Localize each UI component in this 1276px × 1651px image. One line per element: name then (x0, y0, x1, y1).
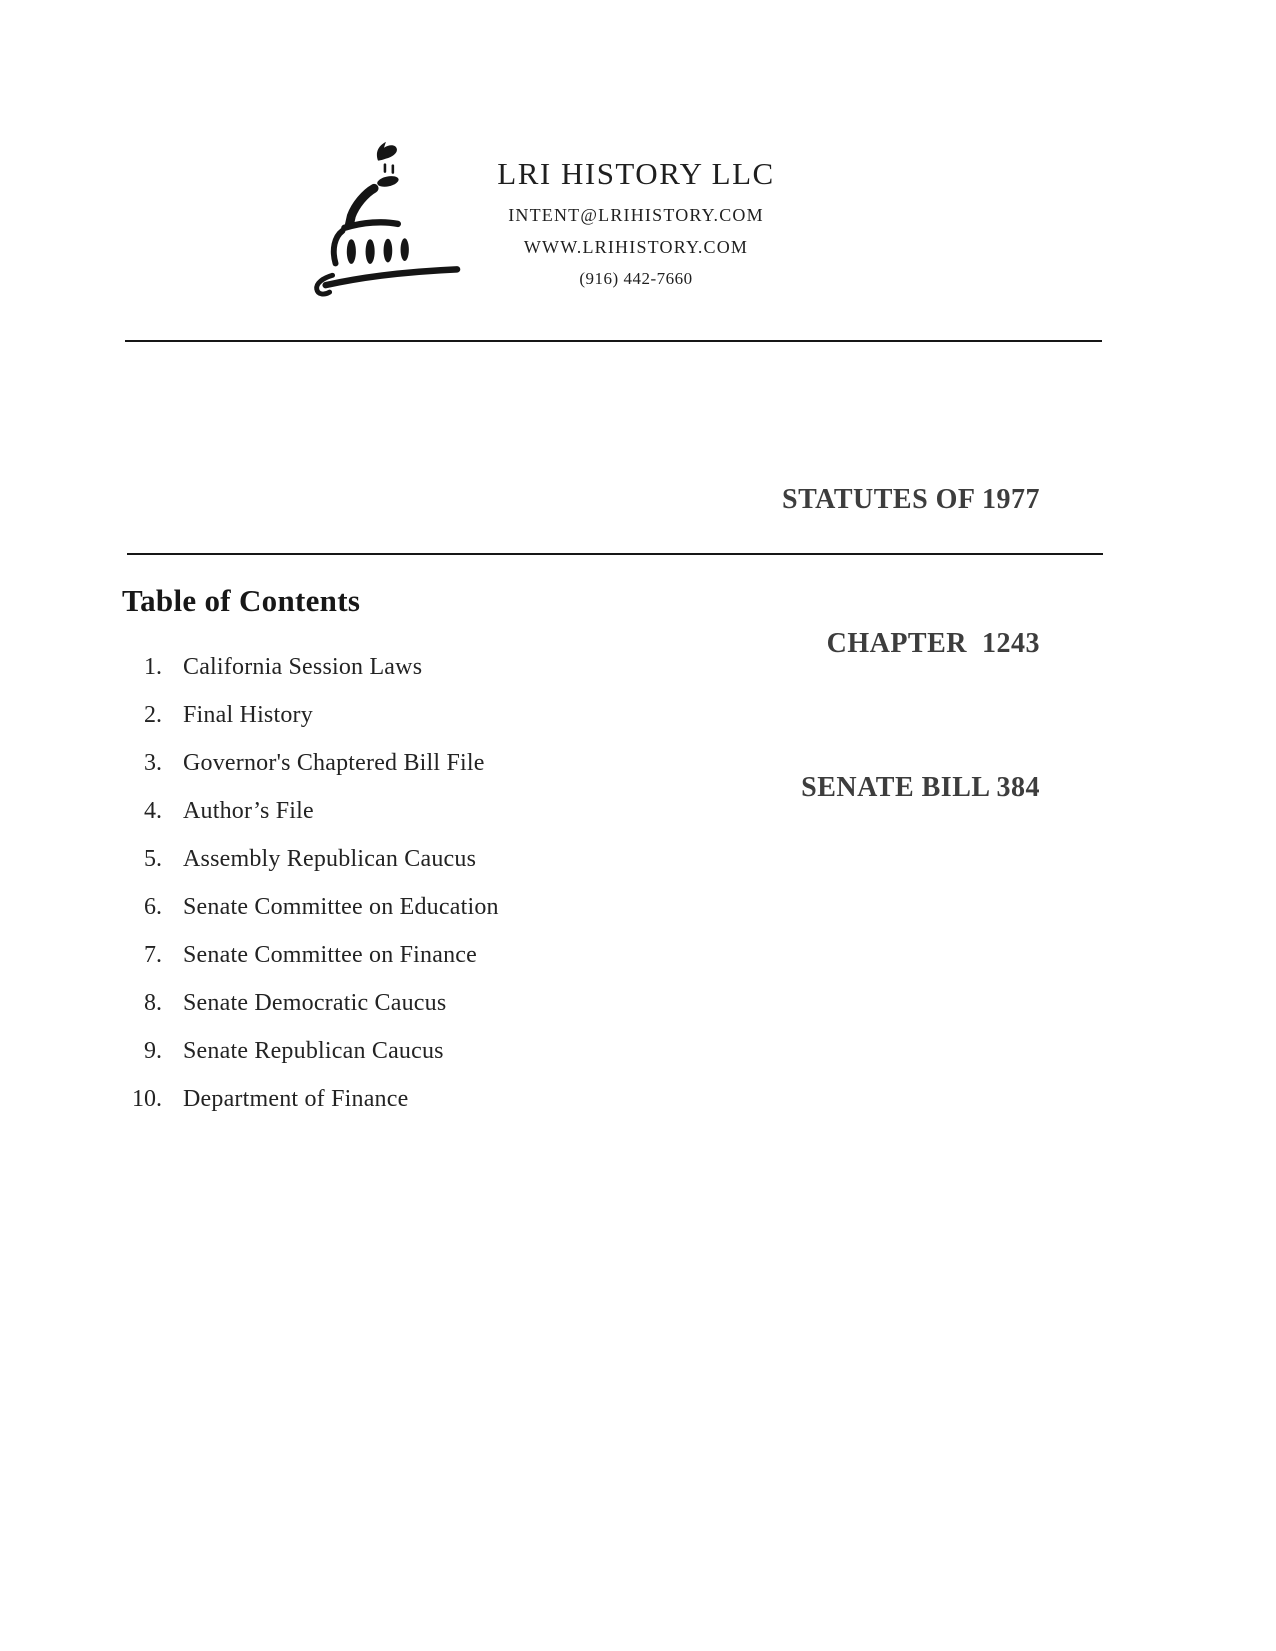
toc-item-label: Author’s File (183, 798, 314, 824)
toc-item-label: Assembly Republican Caucus (183, 846, 477, 872)
toc-heading: Table of Contents (122, 583, 361, 618)
toc-item-label: Senate Committee on Education (183, 894, 499, 920)
statute-title-line: STATUTES OF 1977 (782, 484, 1040, 515)
toc-item (100, 942, 499, 969)
statute-bill-line: SENATE BILL 384 (801, 772, 1040, 803)
horizontal-rule-top (125, 340, 1102, 342)
toc-item-number: 3. (144, 750, 162, 776)
toc-item (100, 894, 499, 921)
toc-item-number: 2. (144, 702, 162, 728)
toc-item (100, 990, 499, 1017)
toc-list (100, 654, 499, 1134)
toc-item (100, 1038, 499, 1065)
company-header (438, 156, 834, 289)
toc-item (100, 702, 499, 729)
toc-item (100, 846, 499, 873)
company-email: INTENT@LRIHISTORY.COM (508, 205, 764, 225)
toc-item (100, 750, 499, 777)
toc-item-number: 6. (144, 894, 162, 920)
company-website: WWW.LRIHISTORY.COM (523, 237, 749, 257)
company-phone: (916) 442-7660 (579, 269, 693, 288)
toc-item-label: Senate Committee on Finance (183, 942, 477, 968)
toc-item-label: Governor's Chaptered Bill File (183, 750, 485, 776)
toc-item (100, 798, 499, 825)
toc-item-number: 10. (132, 1086, 162, 1112)
toc-item-number: 9. (144, 1038, 162, 1064)
toc-item-label: Department of Finance (183, 1086, 409, 1112)
toc-item-label: California Session Laws (183, 654, 423, 680)
toc-item-number: 1. (144, 654, 162, 680)
toc-item-number: 4. (144, 798, 162, 824)
toc-item-number: 5. (144, 846, 162, 872)
statute-title-block (782, 380, 1040, 908)
company-name: LRI HISTORY LLC (497, 156, 775, 191)
toc-item (100, 1086, 499, 1113)
toc-item-label: Senate Republican Caucus (183, 1038, 444, 1064)
statute-chapter-line: CHAPTER 1243 (826, 628, 1040, 659)
toc-item-label: Senate Democratic Caucus (183, 990, 447, 1016)
toc-item-label: Final History (183, 702, 313, 728)
toc-item-number: 7. (144, 942, 162, 968)
toc-item-number: 8. (144, 990, 162, 1016)
toc-item (100, 654, 499, 681)
horizontal-rule-bottom (127, 553, 1103, 555)
